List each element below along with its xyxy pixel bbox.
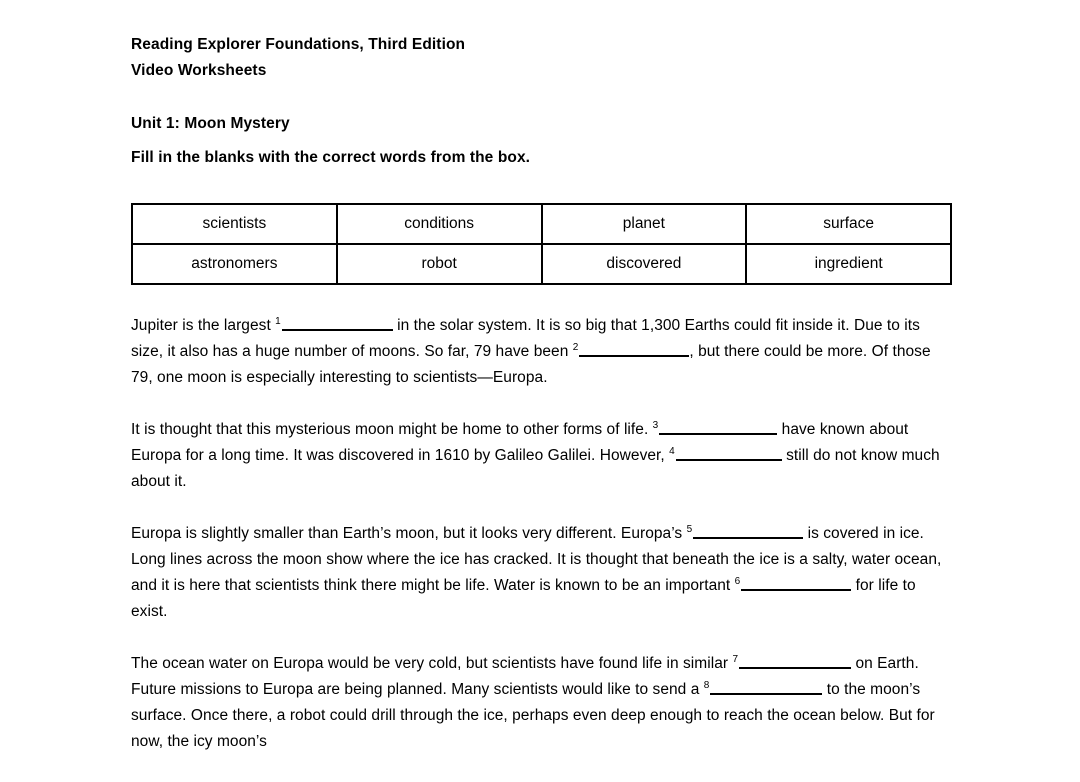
paragraph-text: for life to exist. bbox=[131, 577, 916, 620]
blank-number-7: 7 bbox=[732, 653, 739, 665]
blank-number-6: 6 bbox=[734, 575, 741, 587]
document-title-block bbox=[131, 0, 952, 84]
paragraph-text: It is thought that this mysterious moon might be home to other forms of life. bbox=[131, 421, 653, 438]
paragraph-1 bbox=[131, 313, 949, 391]
word-bank-cell: surface bbox=[746, 204, 951, 244]
unit-heading: Unit 1: Moon Mystery bbox=[131, 115, 290, 132]
paragraph-text: in the solar system. It is so big that 1,300 Earths could fit inside it. Due to its size, it also has a huge number of moons. So far, 79 have been bbox=[131, 317, 920, 360]
blank-number-4: 4 bbox=[669, 445, 675, 457]
paragraph-text: on Earth. Future missions to Europa are being planned. Many scientists would like to send a bbox=[131, 655, 919, 698]
answer-blank-7[interactable] bbox=[739, 652, 851, 669]
paragraph-2 bbox=[131, 417, 949, 495]
document-title-line-1: Reading Explorer Foundations, Third Edition bbox=[131, 36, 466, 53]
word-bank-table bbox=[131, 203, 952, 285]
word-bank-cell: ingredient bbox=[746, 244, 951, 284]
blank-number-2: 2 bbox=[572, 341, 579, 353]
paragraph-text: Europa is slightly smaller than Earth’s moon, but it looks very different. Europa’s bbox=[131, 525, 683, 542]
paragraph-text: have known about Europa for a long time. It was discovered in 1610 by Galileo Galilei. However, bbox=[131, 421, 909, 464]
word-bank-cell: conditions bbox=[337, 204, 542, 244]
blank-number-3: 3 bbox=[652, 419, 659, 431]
blank-number-8: 8 bbox=[703, 679, 710, 691]
paragraph-text: still do not know much about it. bbox=[131, 447, 940, 490]
paragraph-3 bbox=[131, 521, 949, 625]
word-bank-cell: scientists bbox=[132, 204, 337, 244]
answer-blank-6[interactable] bbox=[741, 574, 851, 591]
answer-blank-4[interactable] bbox=[676, 444, 782, 461]
instruction-text: Fill in the blanks with the correct words from the box. bbox=[131, 149, 531, 166]
answer-blank-3[interactable] bbox=[659, 418, 777, 435]
answer-blank-2[interactable] bbox=[579, 340, 689, 357]
word-bank-cell: planet bbox=[542, 204, 747, 244]
word-bank-cell: discovered bbox=[542, 244, 747, 284]
answer-blank-5[interactable] bbox=[693, 522, 803, 539]
paragraph-text: The ocean water on Europa would be very cold, but scientists have found life in similar bbox=[131, 655, 729, 672]
blank-number-1: 1 bbox=[275, 315, 281, 327]
table-row bbox=[132, 244, 951, 284]
word-bank-cell: robot bbox=[337, 244, 542, 284]
table-row bbox=[132, 204, 951, 244]
document-title-line-2: Video Worksheets bbox=[131, 62, 267, 79]
blank-number-5: 5 bbox=[686, 523, 693, 535]
paragraph-4 bbox=[131, 651, 949, 755]
paragraph-text: is covered in ice. Long lines across the moon show where the ice has cracked. It is thought that beneath the ice is a salty, water ocean, and it is here that scientists think there might be life. Water is known to be an important bbox=[131, 525, 942, 594]
answer-blank-1[interactable] bbox=[282, 314, 393, 331]
paragraph-text: to the moon’s surface. Once there, a robot could drill through the ice, perhaps even deep enough to reach the ocean below. But for now, the icy moon’s bbox=[131, 681, 935, 750]
paragraph-text: , but there could be more. Of those 79, one moon is especially interesting to scientists—Europa. bbox=[131, 343, 931, 386]
paragraph-text: Jupiter is the largest bbox=[131, 317, 276, 334]
word-bank-cell: astronomers bbox=[132, 244, 337, 284]
answer-blank-8[interactable] bbox=[710, 678, 822, 695]
